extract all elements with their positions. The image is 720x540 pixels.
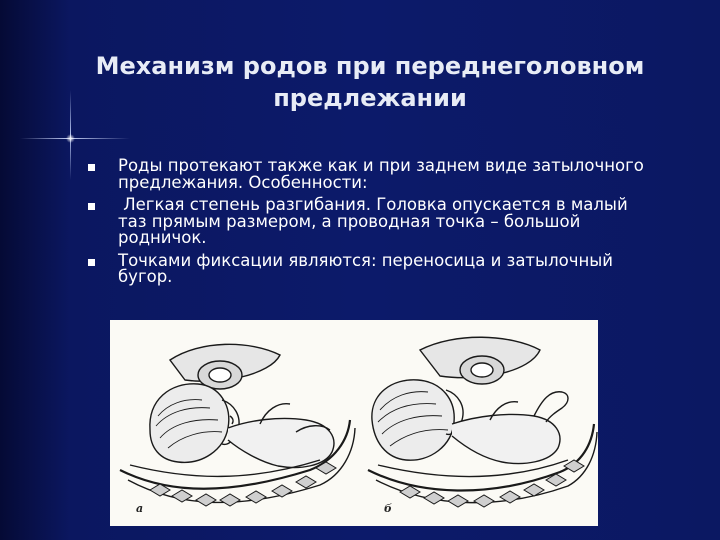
bullet-square-icon — [88, 203, 95, 210]
bullet-text-line: бугор. — [118, 267, 173, 286]
panel-a-drawing — [120, 344, 355, 506]
bullet-square-icon — [88, 164, 95, 171]
figure-label-b: б — [384, 502, 392, 515]
bullet-list — [88, 158, 688, 286]
slide-title-line-1: Механизм родов при переднеголовном — [95, 52, 645, 80]
bullet-item — [88, 197, 688, 247]
bullet-text-line: Легкая степень разгибания. Головка опускается в малый — [118, 195, 628, 214]
panel-b-drawing — [368, 337, 597, 507]
bullet-square-icon — [88, 259, 95, 266]
decorative-star-glow — [66, 134, 75, 143]
bullet-text-line: таз прямым размером, а проводная точка – большой — [118, 211, 581, 231]
birth-mechanism-illustration — [110, 320, 598, 526]
decorative-horizontal-line — [20, 138, 130, 139]
bullet-item — [88, 158, 688, 191]
slide-title-line-2: предлежании — [273, 84, 467, 112]
illustration-drawing — [110, 320, 598, 526]
bullet-text-line: родничок. — [118, 228, 207, 247]
bullet-item — [88, 250, 688, 286]
bullet-text-line: предлежания. Особенности: — [118, 172, 368, 192]
figure-label-a: а — [136, 502, 144, 515]
bullet-text-line: Точками фиксации являются: переносица и затылочный — [118, 250, 613, 270]
bullet-text-line: Роды протекают также как и при заднем виде затылочного — [118, 156, 644, 175]
slide-title — [80, 50, 660, 114]
